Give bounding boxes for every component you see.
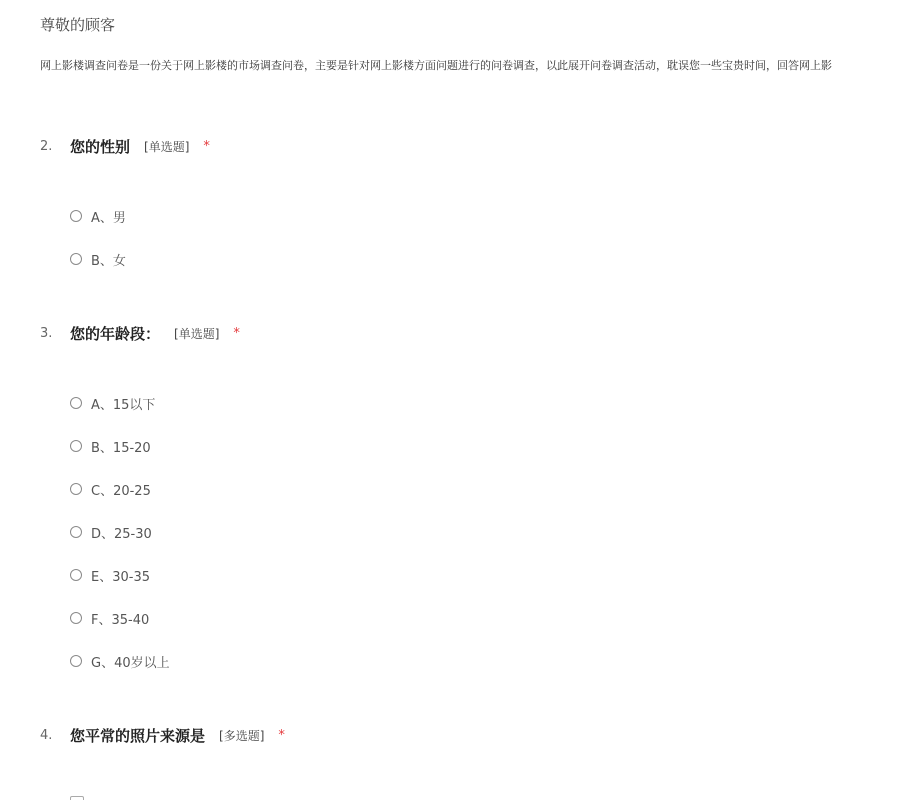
radio-button[interactable] <box>70 210 82 222</box>
option-age-b[interactable] <box>70 436 151 456</box>
option-age-e[interactable] <box>70 565 150 585</box>
question-2-header <box>40 134 210 158</box>
option-age-g[interactable] <box>70 651 170 671</box>
option-label: A、15以下 <box>91 397 156 413</box>
radio-button[interactable] <box>70 569 82 581</box>
question-type-label: [单选题] <box>174 326 220 341</box>
question-type-label: [多选题] <box>219 728 265 743</box>
option-label: A、男 <box>91 210 126 226</box>
option-label: B、15-20 <box>91 440 151 456</box>
question-3-header <box>40 321 240 345</box>
question-title: 您的性别 <box>70 137 131 156</box>
radio-button[interactable] <box>70 397 82 409</box>
question-number: 4. <box>40 727 53 743</box>
question-title: 您平常的照片来源是 <box>70 726 206 745</box>
question-number: 3. <box>40 325 53 341</box>
question-number: 2. <box>40 138 53 154</box>
required-asterisk: * <box>278 727 285 743</box>
radio-button[interactable] <box>70 483 82 495</box>
required-asterisk: * <box>233 325 240 341</box>
radio-button[interactable] <box>70 612 82 624</box>
radio-button[interactable] <box>70 440 82 452</box>
greeting-text: 尊敬的顾客 <box>40 16 116 34</box>
option-age-d[interactable] <box>70 522 152 542</box>
question-title: 您的年龄段： <box>70 324 161 343</box>
checkbox[interactable] <box>70 796 84 800</box>
option-age-c[interactable] <box>70 479 151 499</box>
option-gender-male[interactable] <box>70 206 126 226</box>
radio-button[interactable] <box>70 253 82 265</box>
option-gender-female[interactable] <box>70 249 126 269</box>
option-age-a[interactable] <box>70 393 155 413</box>
radio-button[interactable] <box>70 526 82 538</box>
option-age-f[interactable] <box>70 608 149 628</box>
required-asterisk: * <box>203 138 210 154</box>
option-label: B、女 <box>91 253 126 269</box>
option-label: D、25-30 <box>91 526 152 542</box>
option-label: F、35-40 <box>91 612 150 628</box>
option-label: C、20-25 <box>91 483 151 499</box>
radio-button[interactable] <box>70 655 82 667</box>
survey-intro: 网上影楼调查问卷是一份关于网上影楼的市场调查问卷，主要是针对网上影楼方面问题进行的问卷调查，以此展开问卷调查活动，耽误您一些宝贵时间，回答网上影 <box>40 59 832 72</box>
question-4-header <box>40 723 285 747</box>
option-label: G、40岁以上 <box>91 655 170 671</box>
option-label: E、30-35 <box>91 569 150 585</box>
question-type-label: [单选题] <box>144 139 190 154</box>
